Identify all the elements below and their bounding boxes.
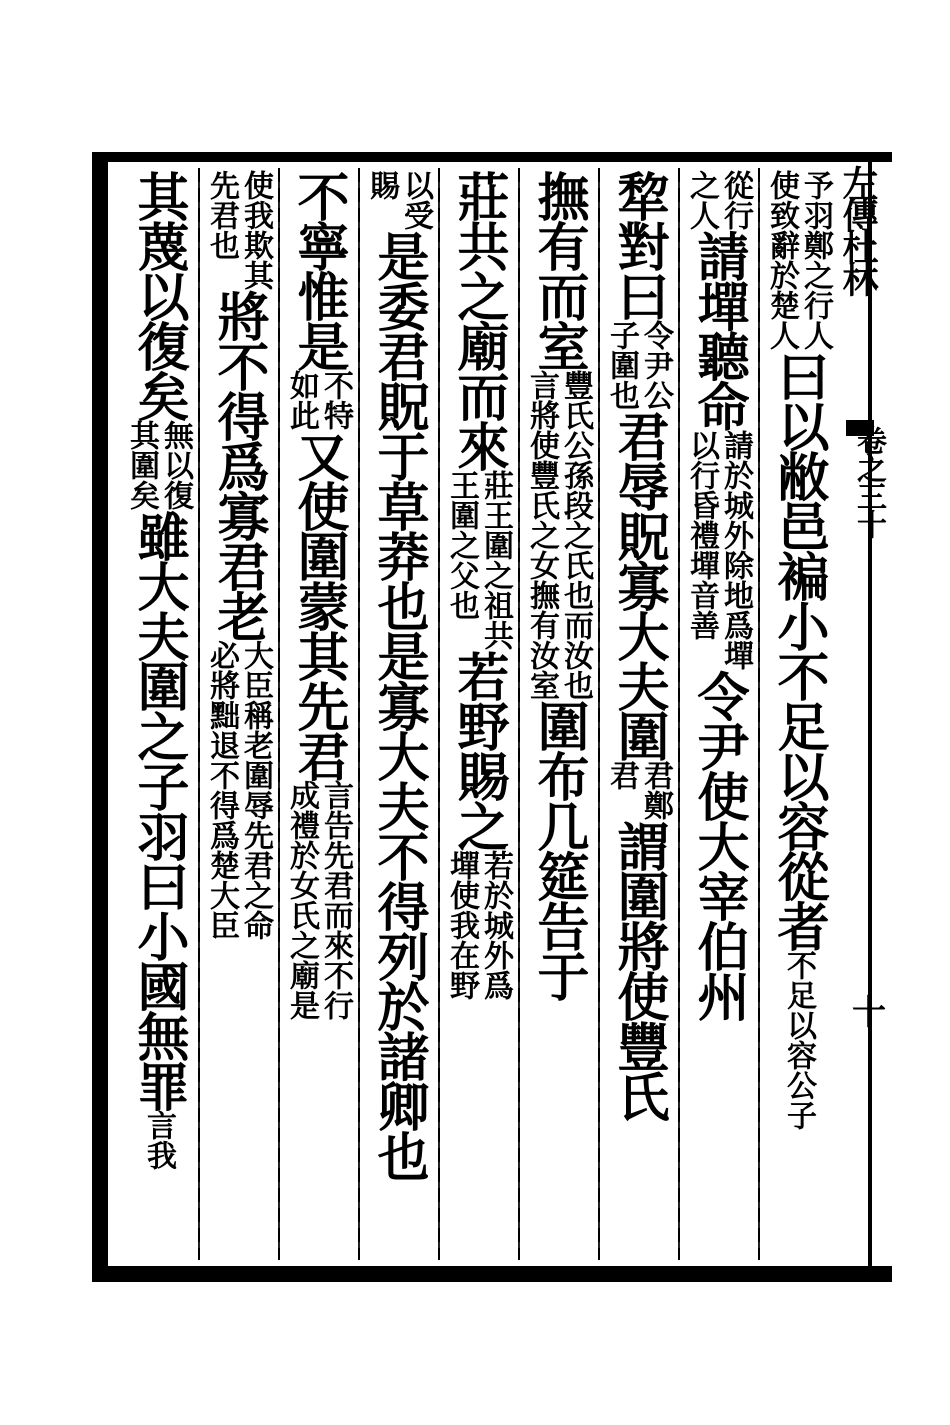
main-text: 不寧惟是 bbox=[288, 170, 349, 370]
margin-volume-label: 卷之三十 bbox=[851, 425, 886, 537]
commentary-pair bbox=[204, 640, 273, 940]
commentary-pair bbox=[684, 170, 753, 230]
commentary-right-line: 無以復 bbox=[158, 420, 193, 510]
commentary-pair bbox=[204, 170, 273, 290]
text-column bbox=[758, 170, 838, 1260]
commentary-pair bbox=[684, 430, 753, 670]
main-text: 莊共之廟而來 bbox=[448, 170, 509, 470]
text-column bbox=[518, 170, 598, 1260]
column-divider bbox=[198, 168, 200, 1260]
column-divider bbox=[278, 168, 280, 1260]
commentary-right-line: 言告先君而來不行 bbox=[318, 780, 353, 1020]
commentary-left-line: 子圍也 bbox=[604, 320, 639, 410]
commentary-right-line: 莊王圍之祖共 bbox=[478, 470, 513, 650]
commentary-left-line: 墠使我在野 bbox=[444, 850, 479, 1000]
margin-book-title: 左傳杜林 bbox=[837, 165, 879, 293]
commentary-pair bbox=[764, 170, 833, 350]
text-column bbox=[678, 170, 758, 1260]
commentary-right-line: 豐氏公孫段之氏也而汝也 bbox=[558, 370, 593, 700]
commentary-pair bbox=[124, 420, 193, 510]
column-divider bbox=[598, 168, 600, 1260]
main-text: 圍布几筵告于 bbox=[528, 700, 589, 1000]
commentary-pair bbox=[604, 760, 673, 820]
main-text: 君辱貺寡大夫圍 bbox=[608, 410, 669, 760]
column-divider bbox=[678, 168, 680, 1260]
main-text: 雖大夫圍之子羽曰小國無罪 bbox=[128, 510, 189, 1110]
main-text: 又使圍蒙其先君 bbox=[288, 430, 349, 780]
commentary-pair bbox=[284, 780, 353, 1020]
commentary-pair bbox=[524, 370, 593, 700]
text-column bbox=[278, 170, 358, 1260]
commentary-left-line: 必將黜退不得爲楚大臣 bbox=[204, 640, 239, 940]
column-divider bbox=[518, 168, 520, 1260]
commentary-pair bbox=[444, 850, 513, 1000]
commentary-right-line: 不特 bbox=[318, 370, 353, 430]
text-column bbox=[598, 170, 678, 1260]
commentary-right-line: 君鄭 bbox=[638, 760, 673, 820]
main-text: 請墠聽命 bbox=[688, 230, 749, 430]
main-text: 是委君貺于草莽也是寡大夫不得列於諸卿也 bbox=[368, 230, 429, 1180]
main-text: 犂對曰 bbox=[608, 170, 669, 320]
frame-right-rule bbox=[868, 162, 872, 1266]
commentary-right-line: 若於城外爲 bbox=[478, 850, 513, 1000]
main-text: 若野賜之 bbox=[448, 650, 509, 850]
column-divider bbox=[758, 168, 760, 1260]
commentary-text: 言我 bbox=[141, 1110, 176, 1170]
text-column bbox=[358, 170, 438, 1260]
commentary-left-line: 使致辭於楚人 bbox=[764, 170, 799, 350]
text-column bbox=[198, 170, 278, 1260]
commentary-left-line: 君 bbox=[604, 760, 639, 790]
column-divider bbox=[358, 168, 360, 1260]
main-text: 曰以敝邑褊小不足以容從者 bbox=[768, 350, 829, 950]
commentary-left-line: 先君也 bbox=[204, 170, 239, 260]
frame-bottom-rule bbox=[92, 1266, 892, 1282]
commentary-left-line: 如此 bbox=[284, 370, 319, 430]
commentary-text: 不足以容公子 bbox=[781, 950, 816, 1130]
commentary-left-line: 賜 bbox=[364, 170, 399, 200]
commentary-pair bbox=[284, 370, 353, 430]
commentary-left-line: 成禮於女氏之廟是 bbox=[284, 780, 319, 1020]
commentary-right-line: 請於城外除地爲墠 bbox=[718, 430, 753, 670]
frame-top-rule bbox=[92, 152, 892, 162]
commentary-left-line: 其圍矣 bbox=[124, 420, 159, 510]
commentary-right-line: 以受 bbox=[398, 170, 433, 230]
commentary-right-line: 予羽鄭之行人 bbox=[798, 170, 833, 350]
main-text: 謂圍將使豐氏 bbox=[608, 820, 669, 1120]
commentary-pair bbox=[604, 320, 673, 410]
commentary-pair bbox=[444, 470, 513, 650]
main-text: 令尹使大宰伯州 bbox=[688, 670, 749, 1020]
frame-left-rule bbox=[92, 152, 108, 1282]
main-text: 撫有而室 bbox=[528, 170, 589, 370]
commentary-right-line: 令尹公 bbox=[638, 320, 673, 410]
commentary-right-line: 使我欺其 bbox=[238, 170, 273, 290]
commentary-right-line: 大臣稱老圍辱先君之命 bbox=[238, 640, 273, 940]
commentary-right-line: 從行 bbox=[718, 170, 753, 230]
column-divider bbox=[438, 168, 440, 1260]
main-text: 其蔑以復矣 bbox=[128, 170, 189, 420]
commentary-left-line: 王圍之父也 bbox=[444, 470, 479, 620]
text-column bbox=[118, 170, 198, 1260]
commentary-left-line: 言將使豐氏之女撫有汝室 bbox=[524, 370, 559, 700]
text-column bbox=[438, 170, 518, 1260]
margin-page-number: 十 bbox=[852, 993, 886, 1033]
main-text: 將不得爲寡君老 bbox=[208, 290, 269, 640]
commentary-pair bbox=[364, 170, 433, 230]
commentary-left-line: 以行昏禮墠音善 bbox=[684, 430, 719, 640]
commentary-left-line: 之人 bbox=[684, 170, 719, 230]
